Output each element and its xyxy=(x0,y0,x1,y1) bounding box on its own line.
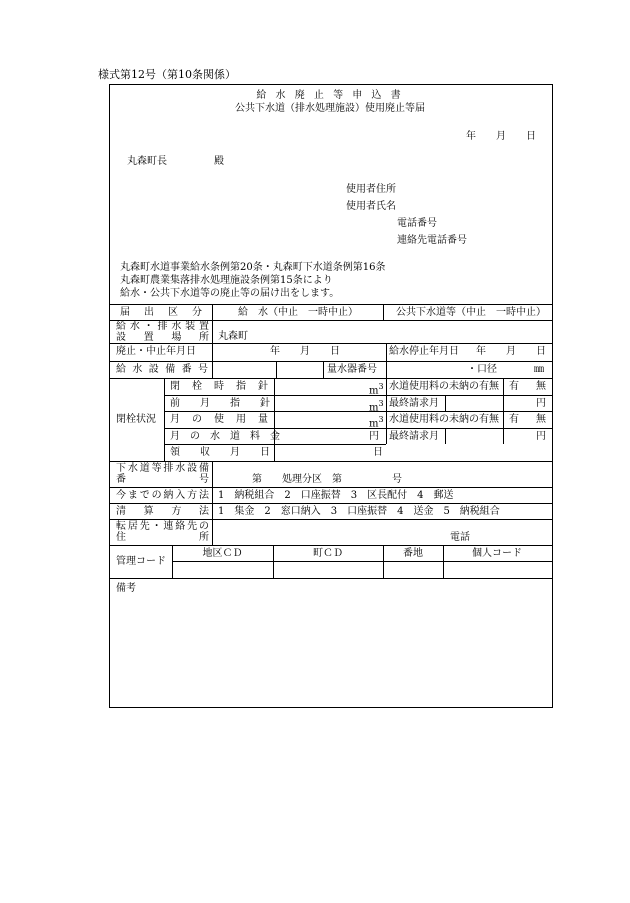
unit-day: 日 xyxy=(373,447,383,458)
closing-reading-label: 閉 栓 時 指 針 xyxy=(170,381,268,392)
row-line xyxy=(110,578,552,579)
forwarding-label-2: 住 所 xyxy=(116,532,209,543)
col-line xyxy=(445,428,446,444)
form-title: 給 水 廃 止 等 申 込 書 xyxy=(256,90,404,101)
col-line xyxy=(386,343,387,378)
prev-reading-label: 前 月 指 針 xyxy=(170,398,270,409)
notice-category-label: 届 出 区 分 xyxy=(120,307,204,318)
final-bill-label: 最終請求月 xyxy=(389,431,439,442)
unit-m3: $m^3$ xyxy=(369,382,384,397)
form-border xyxy=(109,84,553,708)
drainage-label-2: 番 号 xyxy=(116,474,209,485)
monthly-fee-label: 月 の 水 道 料 金 xyxy=(170,431,280,442)
row-line xyxy=(164,395,552,396)
row-line xyxy=(110,361,552,362)
form-number: 様式第12号（第10条関係） xyxy=(98,68,236,81)
statement-line-2: 丸森町農業集落排水処理施設条例第15条により xyxy=(120,275,333,286)
drainage-number-field[interactable]: 第 処理分区 第 号 xyxy=(252,474,402,485)
stop-date-field[interactable]: 年 月 日 xyxy=(270,346,340,357)
payment-method-label: 今までの納入方法 xyxy=(116,490,209,501)
lot-label: 番地 xyxy=(403,548,423,559)
honorific: 殿 xyxy=(214,156,224,167)
statement-line-1: 丸森町水道事業給水条例第20条・丸森町下水道条例第16条 xyxy=(120,262,386,273)
management-code-label: 管理コード xyxy=(116,556,166,567)
location-label-2: 設 置 場 所 xyxy=(116,332,209,343)
col-line xyxy=(164,378,165,461)
applicant-address-label: 使用者住所 xyxy=(346,184,396,195)
settlement-method-options[interactable]: 1 集金 2 窓口納入 3 口座振替 4 送金 5 納税組合 xyxy=(218,506,500,517)
unit-yen: 円 xyxy=(536,398,546,409)
unpaid-no[interactable]: 無 xyxy=(536,381,546,392)
row-line xyxy=(164,428,552,429)
col-line xyxy=(276,361,277,378)
col-line xyxy=(212,304,213,378)
final-bill-label: 最終請求月 xyxy=(389,398,439,409)
row-line xyxy=(110,461,552,462)
diameter-unit: ㎜ xyxy=(534,364,544,375)
equipment-number-label: 給水設備番号 xyxy=(116,364,208,375)
receipt-date-label: 領 収 月 日 xyxy=(170,447,270,458)
diameter-label: ・口径 xyxy=(467,364,497,375)
sewer-stop-option[interactable]: 公共下水道等（中止 一時中止） xyxy=(396,307,546,318)
applicant-name-label: 使用者氏名 xyxy=(346,201,396,212)
statement-line-3: 給水・公共下水道等の廃止等の届け出をします。 xyxy=(120,288,340,299)
contact-phone-label: 連絡先電話番号 xyxy=(397,235,467,246)
monthly-usage-label: 月 の 使 用 量 xyxy=(170,414,268,425)
unpaid-label: 水道使用料の未納の有無 xyxy=(389,381,499,392)
col-line xyxy=(445,395,446,411)
unpaid-no[interactable]: 無 xyxy=(536,414,546,425)
row-line xyxy=(164,444,386,445)
row-line xyxy=(110,304,552,305)
phone-label: 電話番号 xyxy=(397,218,437,229)
water-stop-date-label: 給水停止年月日 xyxy=(389,346,459,357)
drainage-label-1: 下水道等排水設備 xyxy=(116,463,209,474)
col-line xyxy=(503,378,504,444)
closing-status-label: 閉栓状況 xyxy=(116,414,156,425)
personal-code-label: 個人コード xyxy=(472,548,522,559)
forwarding-label-1: 転居先・連絡先の xyxy=(116,521,209,532)
forwarding-phone-label: 電話 xyxy=(450,532,470,543)
row-line xyxy=(164,411,552,412)
row-line xyxy=(110,378,552,379)
col-line xyxy=(274,378,275,461)
row-line xyxy=(172,561,552,562)
addressee: 丸森町長 xyxy=(127,156,167,167)
unit-yen: 円 xyxy=(536,431,546,442)
row-line xyxy=(110,545,552,546)
unpaid-yes[interactable]: 有 xyxy=(509,381,519,392)
water-stop-option[interactable]: 給 水（中止 一時中止） xyxy=(238,307,358,318)
unit-m3: $m^3$ xyxy=(369,399,384,414)
district-cd-label: 地区ＣＤ xyxy=(202,548,243,559)
unit-yen: 円 xyxy=(369,431,379,442)
form-subtitle: 公共下水道（排水処理施設）使用廃止等届 xyxy=(235,103,425,114)
settlement-method-label: 清 算 方 法 xyxy=(116,506,209,517)
unpaid-yes[interactable]: 有 xyxy=(509,414,519,425)
row-line xyxy=(110,487,552,488)
submission-date: 年 月 日 xyxy=(466,131,536,142)
location-value[interactable]: 丸森町 xyxy=(218,331,248,342)
row-line xyxy=(110,503,552,504)
water-stop-date-field[interactable]: 年 月 日 xyxy=(476,346,546,357)
location-label-1: 給水・排水装置 xyxy=(116,321,209,332)
payment-method-options[interactable]: 1 納税組合 2 口座振替 3 区長配付 4 郵送 xyxy=(218,490,454,501)
col-line xyxy=(386,378,387,444)
unpaid-label: 水道使用料の未納の有無 xyxy=(389,414,499,425)
meter-number-label: 量水器番号 xyxy=(327,364,377,375)
stop-date-label: 廃止・中止年月日 xyxy=(116,346,196,357)
row-line xyxy=(110,519,552,520)
col-line xyxy=(323,361,324,378)
col-line xyxy=(212,461,213,545)
remarks-label: 備考 xyxy=(116,583,136,594)
col-line xyxy=(383,304,384,320)
town-cd-label: 町ＣＤ xyxy=(313,548,343,559)
unit-m3: $m^3$ xyxy=(369,415,384,430)
